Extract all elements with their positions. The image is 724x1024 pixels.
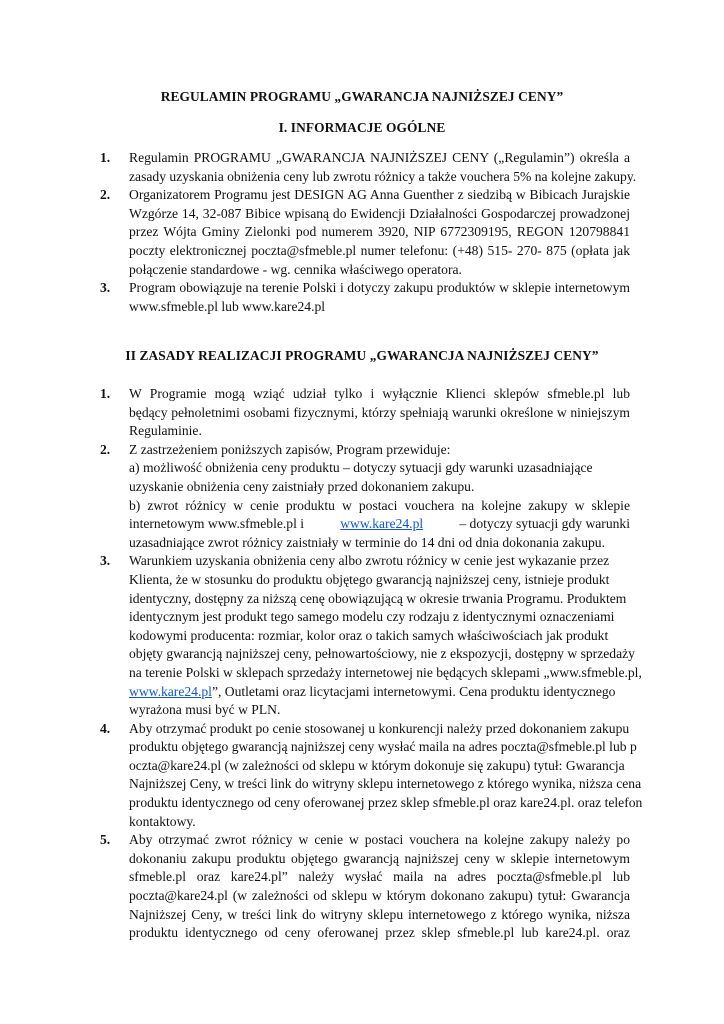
line-text: internetowym www.sfmeble.pl i (129, 516, 305, 532)
item-number: 3. (100, 280, 111, 296)
paragraph-line: sfmeble.pl oraz kare24.pl” należy wysłać maila na adres poczta@sfmeble.pl lub (129, 869, 630, 885)
list-item (100, 149, 637, 186)
paragraph-line: Najniższej Ceny, w treści link do witryny sklepu internetowego z którego wynika, niższa cena (129, 776, 642, 792)
paragraph-line: Najniższej Ceny, w treści link do witryny sklepu internetowego z którego wynika, niższa (129, 906, 630, 922)
paragraph-line: identyczny, dostępny za niższą cenę obowiązującą w okresie trwania Programu. Produktem (129, 590, 627, 606)
section-1-list (100, 149, 637, 316)
paragraph-line: Warunkiem uzyskania obniżenia ceny albo zwrotu różnicy w cenie jest wykazanie przez (129, 553, 610, 569)
item-number: 2. (100, 187, 111, 203)
paragraph-line: wyrażona musi być w PLN. (129, 702, 281, 718)
paragraph-line: kodowymi producenta: rozmiar, kolor oraz o takich samych właściwościach jak produkt (129, 627, 609, 643)
list-item (100, 279, 630, 316)
paragraph-line: uzyskanie obniżenia ceny zaistniały przed dokonaniem zakupu. (129, 478, 475, 494)
item-number: 5. (100, 832, 111, 848)
kare24-link[interactable]: www.kare24.pl (340, 516, 424, 532)
line-text: ”, Outletami oraz licytacjami internetowymi. Cena produktu identycznego (211, 683, 616, 699)
paragraph-line-with-link (129, 683, 630, 702)
document-title: REGULAMIN PROGRAMU „GWARANCJA NAJNIŻSZEJ CENY” (160, 89, 564, 104)
section-1-heading: I. INFORMACJE OGÓLNE (278, 120, 446, 135)
paragraph-line: b) zwrot różnicy w cenie produktu w postaci vouchera na kolejne zakupy w sklepie (129, 497, 630, 513)
paragraph-line: Regulamin PROGRAMU „GWARANCJA NAJNIŻSZEJ CENY („Regulamin”) określa a (129, 150, 630, 165)
paragraph-line: połączenie standardowe - wg. cennika właściwego operatora. (129, 261, 462, 277)
item-number: 1. (100, 150, 111, 165)
section-2-list (100, 385, 643, 943)
paragraph-line: Program obowiązuje na terenie Polski i dotyczy zakupu produktów w sklepie internetowym (129, 280, 630, 296)
section-2-heading: II ZASADY REALIZACJI PROGRAMU „GWARANCJA NAJNIŻSZEJ CENY” (125, 348, 599, 363)
kare24-link[interactable]: www.kare24.pl (129, 683, 212, 699)
paragraph-line: produktu identycznego od ceny oferowanej przez sklep sfmeble.pl lub kare24.pl. oraz (129, 925, 630, 941)
list-item (100, 441, 630, 553)
paragraph-line: Regulaminie. (129, 423, 202, 439)
list-item (100, 385, 630, 441)
paragraph-line: poczta@kare24.pl (w zależności od sklepu w którym dokonano zakupu) tytuł: Gwarancja (129, 888, 630, 904)
paragraph-line: a) możliwość obniżenia ceny produktu – dotyczy sytuacji gdy warunki uzasadniające (129, 460, 593, 476)
paragraph-line: przez Wójta Gminy Zielonki pod numerem 3920, NIP 6772309195, REGON 120798841 (129, 224, 630, 240)
paragraph-line: Aby otrzymać produkt po cenie stosowanej u konkurencji należy przed dokonaniem zakupu (129, 720, 630, 736)
paragraph-line: produktu objętego gwarancją najniższej ceny wysłać maila na adres poczta@sfmeble.pl lub p (129, 739, 637, 755)
paragraph-line: poczty elektronicznej poczta@sfmeble.pl numer telefonu: (+48) 515- 270- 875 (opłata jak (129, 242, 630, 258)
item-number: 1. (100, 386, 111, 401)
list-item (100, 720, 643, 832)
list-item (100, 552, 642, 719)
paragraph-line: Klienta, że w stosunku do produktu objętego gwarancją najniższej ceny, istnieje produkt (129, 571, 610, 587)
paragraph-line: na terenie Polski w sklepach sprzedaży internetowej nie będących sklepami „www.sfmeble.pl, (129, 664, 642, 680)
item-number: 2. (100, 441, 111, 457)
paragraph-line: Z zastrzeżeniem poniższych zapisów, Program przewiduje: (129, 441, 451, 457)
paragraph-line: Aby otrzymać zwrot różnicy w cenie w postaci vouchera na kolejne zakupy należy po (129, 832, 630, 848)
paragraph-line-with-link (129, 515, 630, 534)
paragraph-line: produktu identycznego od ceny oferowanej przez sklep sfmeble.pl oraz kare24.pl. oraz telefon (129, 795, 643, 811)
item-number: 4. (100, 720, 111, 736)
paragraph-line: będący pełnoletnimi osobami fizycznymi, którzy spełniają warunki określone w niniejszym (129, 404, 630, 420)
paragraph-line: identycznym jest produkt tego samego modelu czy rodzaju z identycznymi oznaczeniami (129, 609, 615, 625)
paragraph-line: kontaktowy. (129, 813, 196, 829)
paragraph-line: oczta@kare24.pl (w zależności od sklepu w którym dokonuje się zakupu) tytuł: Gwarancja (129, 757, 625, 773)
line-text: – dotyczy sytuacji gdy warunki (459, 516, 630, 532)
paragraph-line: W Programie mogą wziąć udział tylko i wyłącznie Klienci sklepów sfmeble.pl lub (129, 386, 630, 401)
list-item (100, 831, 630, 943)
paragraph-line: Organizatorem Programu jest DESIGN AG Anna Guenther z siedzibą w Bibicach Jurajskie (129, 187, 630, 203)
paragraph-line: Wzgórze 14, 32-087 Bibice wpisaną do Ewidencji Działalności Gospodarczej prowadzonej (129, 205, 630, 221)
list-item (100, 186, 630, 279)
paragraph-line: dokonaniu zakupu produktu objętego gwarancją najniższej ceny w sklepie internetowym (129, 850, 630, 866)
paragraph-line: objęty gwarancją najniższej ceny, pełnowartościowy, nie z ekspozycji, dostępny w sprzedaży (129, 646, 635, 662)
paragraph-line: zasady uzyskania obniżenia ceny lub zwrotu różnicy a także vouchera 5% na kolejne zakupy. (129, 168, 637, 184)
paragraph-line: uzasadniające zwrot różnicy zaistniały w terminie do 14 dni od dnia dokonania zakupu. (129, 534, 606, 550)
item-number: 3. (100, 553, 111, 569)
paragraph-line: www.sfmeble.pl lub www.kare24.pl (129, 298, 326, 314)
